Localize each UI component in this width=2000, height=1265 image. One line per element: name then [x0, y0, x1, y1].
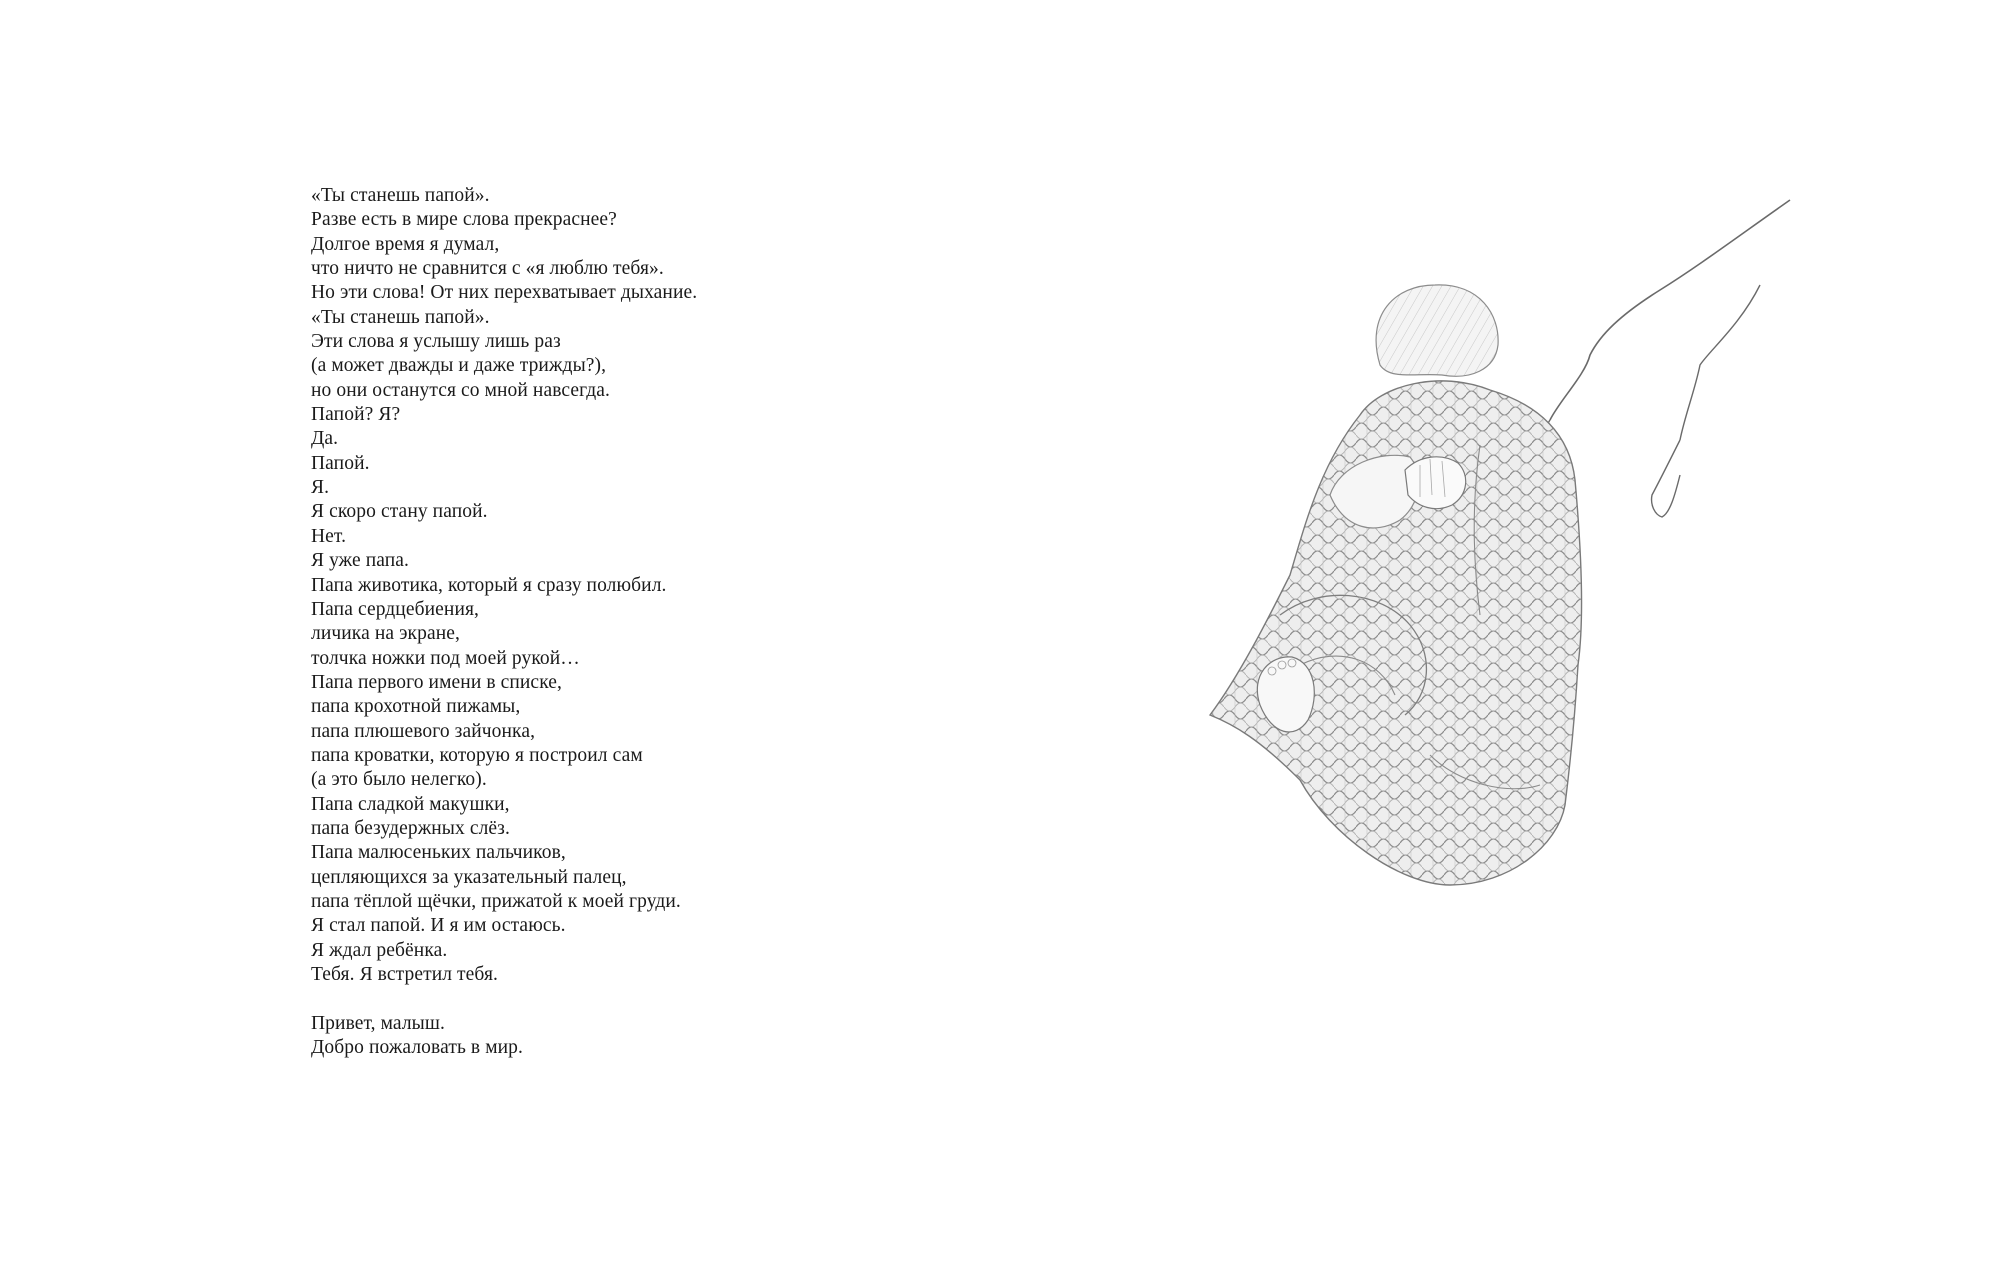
poem-line: (а это было нелегко).	[311, 769, 487, 791]
poem-line: Папа животика, который я сразу полюбил.	[311, 574, 667, 596]
stanza-1	[311, 184, 931, 987]
poem-line: Разве есть в мире слова прекраснее?	[311, 209, 617, 231]
poem-line: Я скоро стану папой.	[311, 501, 488, 523]
poem-line: папа крохотной пижамы,	[311, 696, 521, 718]
poem-line: Да.	[311, 428, 339, 450]
baby-blanket-illustration	[1180, 195, 1800, 1095]
poem-line: папа кроватки, которую я построил сам	[311, 744, 643, 766]
poem-line: Но эти слова! От них перехватывает дыхание.	[311, 282, 698, 304]
poem-line: личика на экране,	[311, 623, 460, 645]
baby-head-icon	[1376, 285, 1498, 376]
baby-hand-icon	[1405, 457, 1466, 509]
poem-line: «Ты станешь папой».	[311, 185, 490, 206]
poem-line: но они останутся со мной навсегда.	[311, 379, 611, 401]
poem-line: Папа малюсеньких пальчиков,	[311, 842, 566, 864]
poem-line: Долгое время я думал,	[311, 233, 500, 255]
poem-line: папа тёплой щёчки, прижатой к моей груди.	[311, 890, 681, 912]
adult-arm-icon	[1550, 200, 1790, 420]
pencil-sketch-icon	[1180, 195, 1800, 1095]
poem-line: что ничто не сравнится с «я люблю тебя».	[311, 258, 664, 280]
poem-line: Тебя. Я встретил тебя.	[311, 964, 498, 985]
stanza-divider	[311, 987, 931, 1011]
poem-line: толчка ножки под моей рукой…	[311, 647, 580, 669]
poem-line: цепляющихся за указательный палец,	[311, 866, 627, 888]
poem-line: Папой.	[311, 452, 370, 474]
poem-line: Папа сердцебиения,	[311, 598, 480, 620]
poem-line: Я ждал ребёнка.	[311, 939, 448, 961]
poem-text	[311, 184, 931, 1060]
poem-line: Папа сладкой макушки,	[311, 793, 510, 815]
poem-line: Привет, малыш.	[311, 1012, 445, 1034]
poem-line: папа плюшевого зайчонка,	[311, 720, 536, 742]
poem-line: Я.	[311, 477, 330, 499]
stanza-2	[311, 1012, 931, 1061]
poem-line: Я уже папа.	[311, 550, 410, 572]
poem-line: Нет.	[311, 525, 347, 547]
poem-line: Я стал папой. И я им остаюсь.	[311, 915, 566, 937]
poem-line: «Ты станешь папой».	[311, 306, 490, 328]
poem-line: папа безудержных слёз.	[311, 817, 510, 839]
poem-line: Эти слова я услышу лишь раз	[311, 331, 561, 353]
poem-line: Добро пожаловать в мир.	[311, 1037, 524, 1059]
poem-line: (а может дважды и даже трижды?),	[311, 355, 607, 377]
poem-line: Папа первого имени в списке,	[311, 671, 563, 693]
poem-line: Папой? Я?	[311, 404, 401, 426]
